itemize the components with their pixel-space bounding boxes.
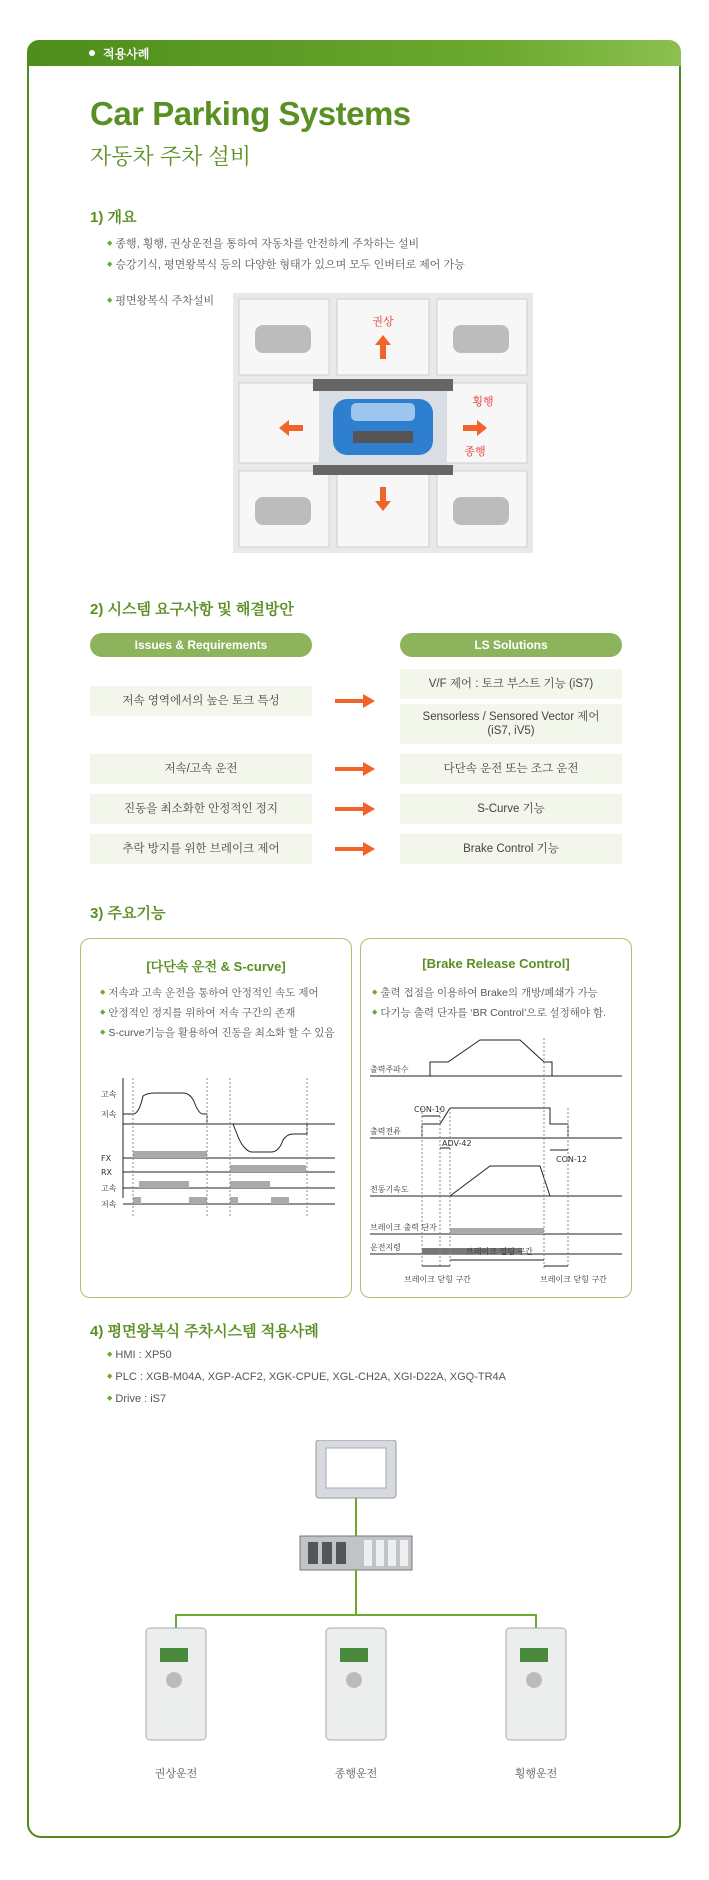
issue-item: 저속 영역에서의 높은 토크 특성: [90, 686, 312, 716]
section3-heading: 3) 주요기능: [90, 905, 166, 922]
brake-title: [Brake Release Control]: [422, 956, 570, 971]
drive-icon: [146, 1628, 206, 1740]
multistep-timing-diagram: [95, 1068, 340, 1238]
brake-timing-diagram: [370, 1038, 626, 1288]
label-longitudinal: 종행: [464, 446, 486, 458]
figure-caption: ◆ 평면왕복식 주차설비: [107, 292, 214, 308]
label-fx: FX: [101, 1154, 112, 1163]
solution-text: (iS7, iV5): [487, 725, 535, 737]
right-arrow-icon: [335, 842, 375, 856]
parking-diagram: [233, 293, 533, 553]
car-icon: [453, 497, 509, 525]
multistep-title: [다단속 운전 & S-curve]: [146, 959, 286, 974]
page-subtitle: 자동차 주차 설비: [90, 144, 251, 169]
section2-heading: 2) 시스템 요구사항 및 해결방안: [90, 601, 294, 618]
solution-item: [400, 704, 622, 744]
label-con12: CON-12: [556, 1155, 587, 1164]
solution-item: S-Curve 기능: [400, 794, 622, 824]
solution-item: V/F 제어 : 토크 부스트 기능 (iS7): [400, 669, 622, 699]
label-lateral: 횡행: [472, 396, 494, 408]
multistep-bullet: ◆ S-curve기능을 활용하여 진동을 최소화 할 수 있음: [100, 1025, 335, 1040]
brake-bullet: ◆ 다기능 출력 단자를 ‘BR Control’으로 설정해야 함.: [372, 1005, 606, 1020]
label-up: 권상: [372, 316, 394, 328]
label-low: 저속: [101, 1110, 117, 1119]
drive-icon: [506, 1628, 566, 1740]
label-high: 고속: [101, 1090, 117, 1099]
label-output-current: 출력전류: [370, 1127, 401, 1136]
right-arrow-icon: [335, 762, 375, 776]
solution-item: Brake Control 기능: [400, 834, 622, 864]
issue-item: 저속/고속 운전: [90, 754, 312, 784]
section1-bullet: ◆ 종행, 횡행, 권상운전을 통하여 자동차를 안전하게 주차하는 설비: [107, 235, 419, 251]
solution-item: 다단속 운전 또는 조그 운전: [400, 754, 622, 784]
multistep-bullet: ◆ 저속과 고속 운전을 통하여 안정적인 속도 제어: [100, 985, 319, 1000]
label-brake-open: 브레이크 열림 구간: [466, 1247, 533, 1256]
section-tab: [27, 40, 681, 66]
right-arrow-icon: [335, 802, 375, 816]
section1-heading: 1) 개요: [90, 209, 137, 226]
label-high: 고속: [101, 1184, 117, 1193]
issues-header: Issues & Requirements: [90, 633, 312, 657]
label-adv42: ADV-42: [442, 1139, 472, 1148]
section4-bullet: ◆ PLC : XGB-M04A, XGP-ACF2, XGK-CPUE, XGL-CH2A, XGI-D22A, XGQ-TR4A: [107, 1371, 506, 1383]
label-motor-speed: 전동기속도: [370, 1185, 409, 1194]
tab-dot-icon: [89, 50, 95, 56]
label-brake-output: 브레이크 출력 단자: [370, 1223, 437, 1232]
issue-item: 추락 방지를 위한 브레이크 제어: [90, 834, 312, 864]
drive-label: 권상운전: [154, 1768, 198, 1780]
label-rx: RX: [101, 1168, 113, 1177]
drive-icon: [326, 1628, 386, 1740]
label-brake-closed: 브레이크 닫힘 구간: [540, 1275, 607, 1284]
brake-bullet: ◆ 출력 접점을 이용하여 Brake의 개방/폐쇄가 가능: [372, 985, 598, 1000]
section4-bullet: ◆ Drive : iS7: [107, 1393, 166, 1405]
label-low: 저속: [101, 1200, 117, 1209]
page-title: Car Parking Systems: [90, 95, 411, 132]
label-con10: CON-10: [414, 1105, 445, 1114]
solutions-header: LS Solutions: [400, 633, 622, 657]
solution-text: Sensorless / Sensored Vector 제어: [422, 711, 600, 723]
drive-label: 횡행운전: [514, 1768, 558, 1780]
label-brake-closed: 브레이크 닫힘 구간: [404, 1275, 471, 1284]
drive-label: 종행운전: [334, 1768, 378, 1780]
system-topology: [140, 1440, 580, 1760]
right-arrow-icon: [335, 694, 375, 708]
section1-bullet: ◆ 승강기식, 평면왕복식 등의 다양한 형태가 있으며 모두 인버터로 제어 가능: [107, 256, 465, 272]
section4-bullet: ◆ HMI : XP50: [107, 1349, 172, 1361]
label-run-command: 운전지령: [370, 1243, 401, 1252]
tab-label: 적용사례: [103, 47, 150, 61]
multistep-bullet: ◆ 안정적인 정지를 위하여 저속 구간의 존재: [100, 1005, 295, 1020]
car-icon: [255, 325, 311, 353]
section4-heading: 4) 평면왕복식 주차시스템 적용사례: [90, 1323, 319, 1340]
car-icon: [453, 325, 509, 353]
car-icon: [255, 497, 311, 525]
issue-item: 진동을 최소화한 안정적인 정지: [90, 794, 312, 824]
label-output-freq: 출력주파수: [370, 1065, 409, 1074]
